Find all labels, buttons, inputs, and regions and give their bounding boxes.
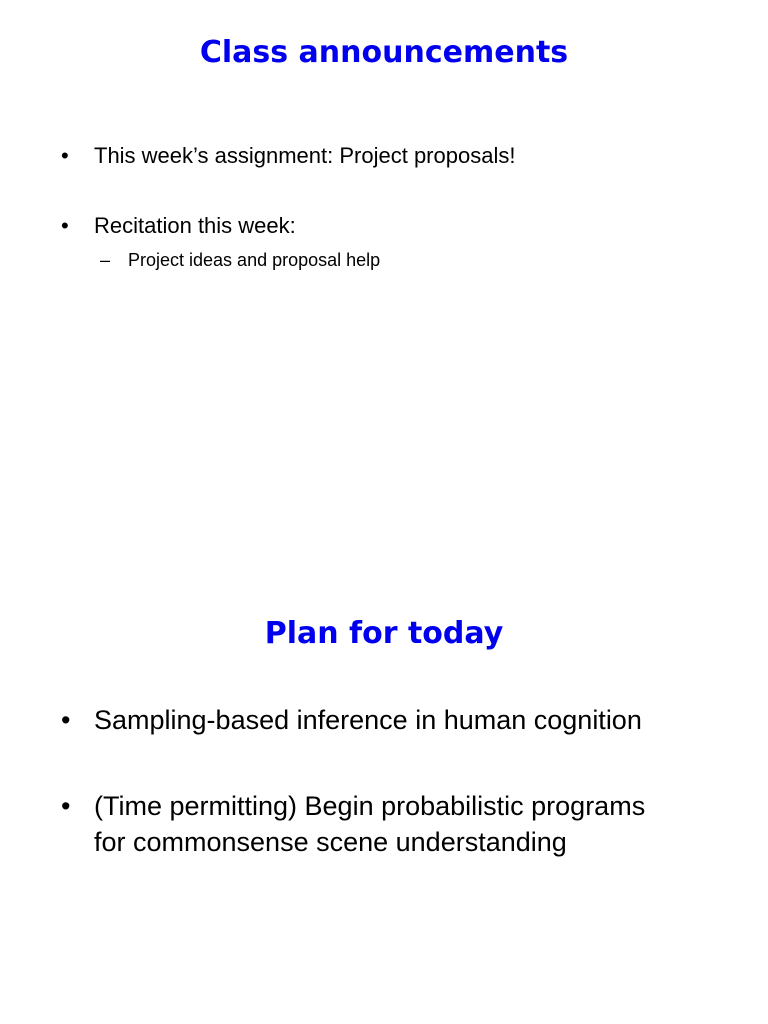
bullet-marker: •: [61, 791, 71, 821]
bullet-text: Recitation this week:: [94, 213, 296, 238]
slide-plan-for-today: [0, 512, 768, 1024]
sub-bullet-text: Project ideas and proposal help: [128, 250, 381, 270]
bullet-text: Sampling-based inference in human cognition: [94, 705, 642, 735]
bullet-text: This week’s assignment: Project proposals!: [94, 143, 516, 168]
bullet-marker: •: [61, 143, 69, 168]
slide-title: Class announcements: [199, 35, 569, 70]
bullet-marker: •: [61, 705, 71, 735]
bullet-item: [61, 788, 654, 860]
bullet-item: [61, 702, 654, 738]
sub-bullet-item: [100, 249, 380, 271]
bullet-marker: •: [61, 213, 69, 238]
bullet-item: [61, 143, 515, 169]
slide-title: Plan for today: [264, 616, 504, 651]
bullet-text: (Time permitting) Begin probabilistic programs for commonsense scene understanding: [94, 791, 646, 857]
sub-bullet-marker: –: [100, 250, 111, 270]
bullet-item: [61, 213, 296, 239]
